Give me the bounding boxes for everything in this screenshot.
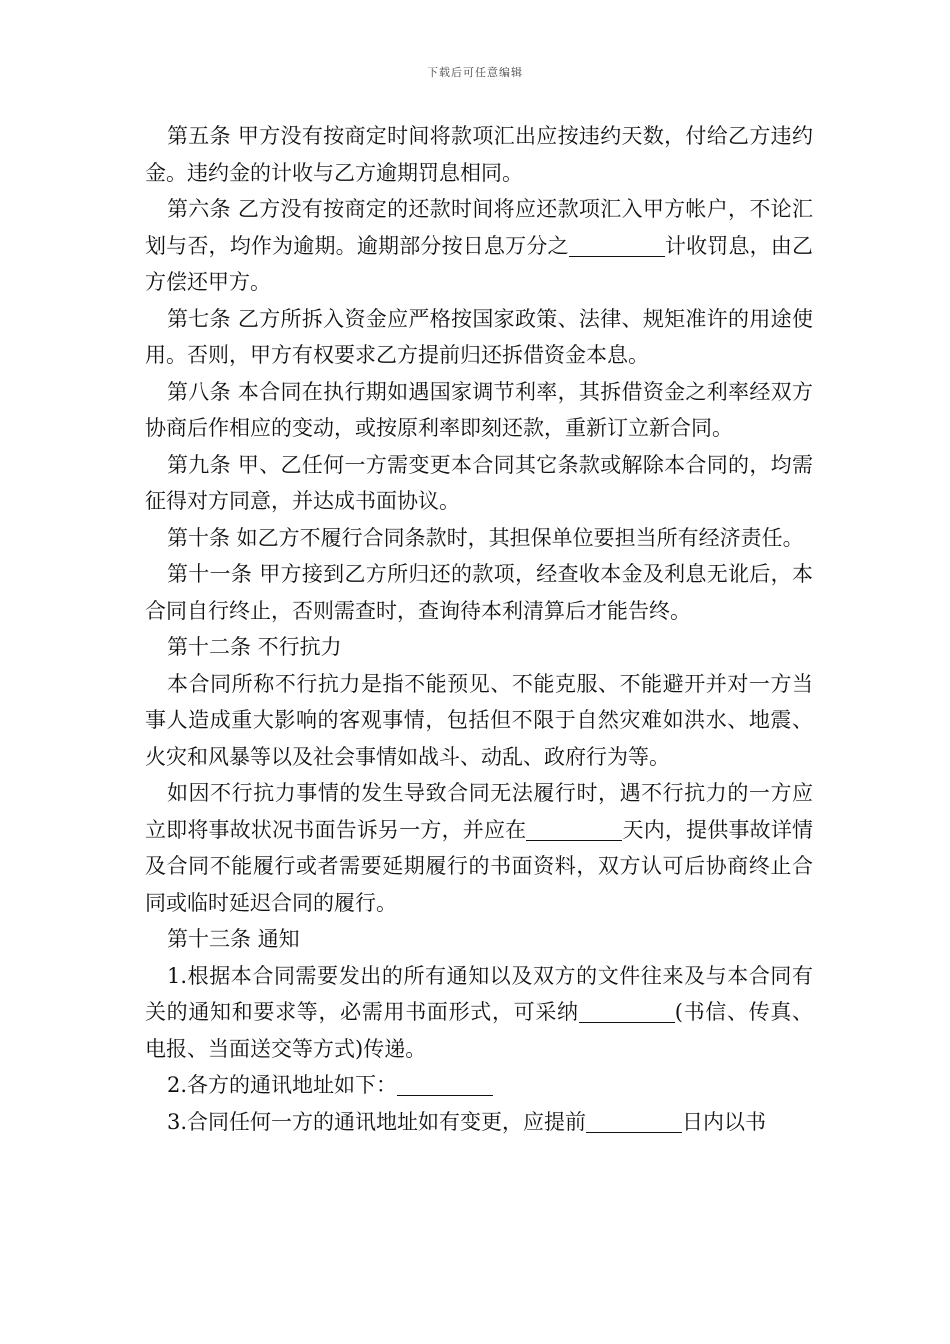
clause-text: 第六条 乙方没有按商定的还款时间将应还款项汇入甲方帐户，不论汇划与否，均作为逾期。逾期部分按日息万分之 — [145, 197, 813, 258]
clause-text: 如因不行抗力事情的发生导致合同无法履行时，遇不行抗力的一方应立即将事故状况书面告诉另一方，并应在 — [145, 781, 813, 842]
clause-text: 第十三条 通知 — [167, 927, 300, 951]
clause-text: 计收罚息，由乙方偿还甲方。 — [145, 233, 813, 294]
force-majeure-notice — [145, 775, 813, 921]
fill-blank — [579, 1000, 675, 1023]
fill-blank — [586, 1110, 682, 1133]
clause-11 — [145, 556, 813, 629]
fill-blank — [526, 818, 622, 841]
clause-text: 第十一条 甲方接到乙方所归还的款项，经查收本金及利息无讹后，本合同自行终止，否则需查时，查询待本利清算后才能告终。 — [145, 562, 813, 623]
clause-text: 2.各方的通讯地址如下： — [167, 1073, 398, 1097]
clause-text: 第九条 甲、乙任何一方需变更本合同其它条款或解除本合同的，均需征得对方同意，并达成书面协议。 — [145, 452, 813, 513]
fill-blank — [397, 1073, 493, 1096]
page-header: 下载后可任意编辑 — [427, 66, 523, 79]
clause-text: 第七条 乙方所拆入资金应严格按国家政策、法律、规矩准许的用途使用。否则，甲方有权要求乙方提前归还拆借资金本息。 — [145, 306, 813, 367]
fill-blank — [569, 234, 665, 257]
clause-13-heading — [145, 921, 813, 958]
clause-text: 天内，提供事故详情及合同不能履行或者需要延期履行的书面资料，双方认可后协商终止合同或临时延迟合同的履行。 — [145, 817, 814, 915]
force-majeure-definition — [145, 666, 813, 776]
notice-item-3 — [145, 1104, 813, 1141]
clause-12-heading — [145, 629, 813, 666]
notice-item-2 — [145, 1067, 813, 1104]
clause-text: 日内以书 — [682, 1109, 767, 1134]
clause-text: 3.合同任何一方的通讯地址如有变更，应提前 — [167, 1109, 587, 1134]
clause-text: 第五条 甲方没有按商定时间将款项汇出应按违约天数，付给乙方违约金。违约金的计收与乙方逾期罚息相同。 — [145, 124, 813, 185]
clause-10 — [145, 520, 813, 557]
clause-5 — [145, 118, 813, 191]
clause-text: (书信、传真、电报、当面送交等方式)传递。 — [145, 1000, 814, 1061]
clause-text: 1.根据本合同需要发出的所有通知以及双方的文件往来及与本合同有关的通知和要求等，必需用书面形式，可采纳 — [145, 963, 813, 1024]
clause-text: 第十条 如乙方不履行合同条款时，其担保单位要担当所有经济责任。 — [167, 525, 804, 550]
document-body — [145, 118, 813, 1140]
clause-text: 本合同所称不行抗力是指不能预见、不能克服、不能避开并对一方当事人造成重大影响的客观事情，包括但不限于自然灾难如洪水、地震、火灾和风暴等以及社会事情如战斗、动乱、政府行为等。 — [145, 671, 813, 769]
notice-item-1 — [145, 958, 813, 1068]
clause-6 — [145, 191, 813, 301]
clause-9 — [145, 447, 813, 520]
clause-7 — [145, 301, 813, 374]
clause-text: 第十二条 不行抗力 — [167, 635, 342, 659]
clause-text: 第八条 本合同在执行期如遇国家调节利率，其拆借资金之利率经双方协商后作相应的变动，或按原利率即刻还款，重新订立新合同。 — [145, 379, 813, 440]
clause-8 — [145, 374, 813, 447]
